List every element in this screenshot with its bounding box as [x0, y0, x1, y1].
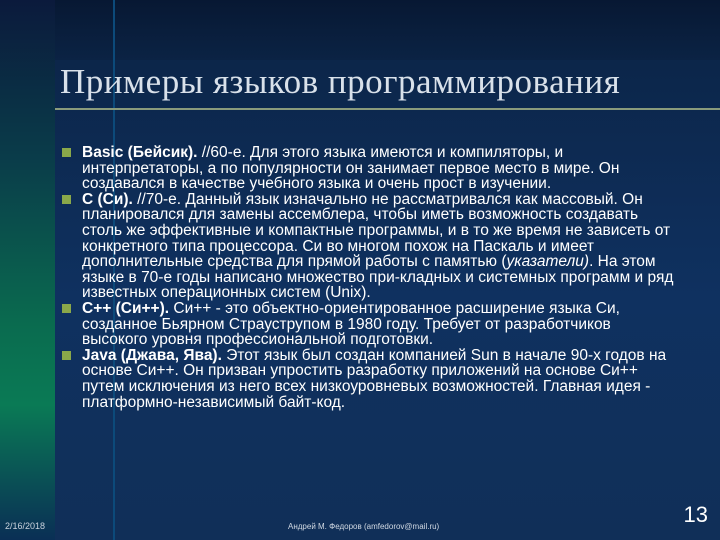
bullet-text — [82, 301, 674, 348]
slide-title: Примеры языков программирования — [60, 62, 621, 101]
bullet-description: Этот язык был создан компанией Sun в начале 90-х годов на основе Си++. Он призван упростить разработку приложений на основе Си++ путем исключения из него всех низкоуровневых возможностей. Главная идея - платформно-независимый байт-код. — [82, 346, 667, 411]
square-bullet-icon — [62, 148, 71, 157]
footer-date: 2/16/2018 — [5, 521, 46, 531]
bullet-text — [82, 348, 674, 410]
bullet-description: Си++ - это объектно-ориентированное расширение языка Си, созданное Бьярном Страуструпом в 1980 году. Требует от разработчиков высокого уровня профессиональной подготовки. — [82, 299, 620, 349]
bullet-text — [82, 145, 674, 192]
page-number: 13 — [683, 502, 708, 527]
bullet-term: С (Си). — [82, 190, 133, 208]
bullet-java — [62, 348, 674, 410]
square-bullet-icon — [62, 304, 71, 313]
footer-author: Андрей М. Федоров (amfedorov@mail.ru) — [288, 522, 440, 531]
bullet-term: Java (Джава, Ява). — [82, 346, 222, 364]
bullet-description: //60-е. Для этого языка имеются и компиляторы, и интерпретаторы, а по популярности он занимает первое место в мире. Он создавался в качестве учебного языка и очень прост в изучении. — [82, 144, 620, 193]
bullet-c — [62, 192, 674, 301]
bullet-description-end: . На этом языке в 70-е годы написано множество при-кладных и системных программ и ряд известных операционных систем (Unix). — [82, 253, 674, 302]
square-bullet-icon — [62, 195, 71, 204]
bullet-list — [62, 145, 674, 410]
top-decor-band — [55, 0, 720, 60]
bullet-description: //70-е. Данный язык изначально не рассматривался как массовый. Он планировался для замены ассемблера, чтобы иметь возможность создавать столь же эффективные и компактные программы, и в то же время не зависеть от конкретного типа процессора. Си во многом похож на Паскаль и имеет дополнительные средства для прямой работы с памятью ( — [82, 190, 671, 271]
left-decor-band — [0, 0, 55, 540]
square-bullet-icon — [62, 351, 71, 360]
bullet-basic — [62, 145, 674, 192]
title-rule — [55, 108, 720, 110]
bullet-text — [82, 192, 674, 301]
bullet-term: Basic (Бейсик). — [82, 144, 198, 161]
bullet-italic-term: указатели) — [506, 253, 590, 271]
bullet-term: С++ (Си++). — [82, 299, 170, 317]
bullet-cpp — [62, 301, 674, 348]
